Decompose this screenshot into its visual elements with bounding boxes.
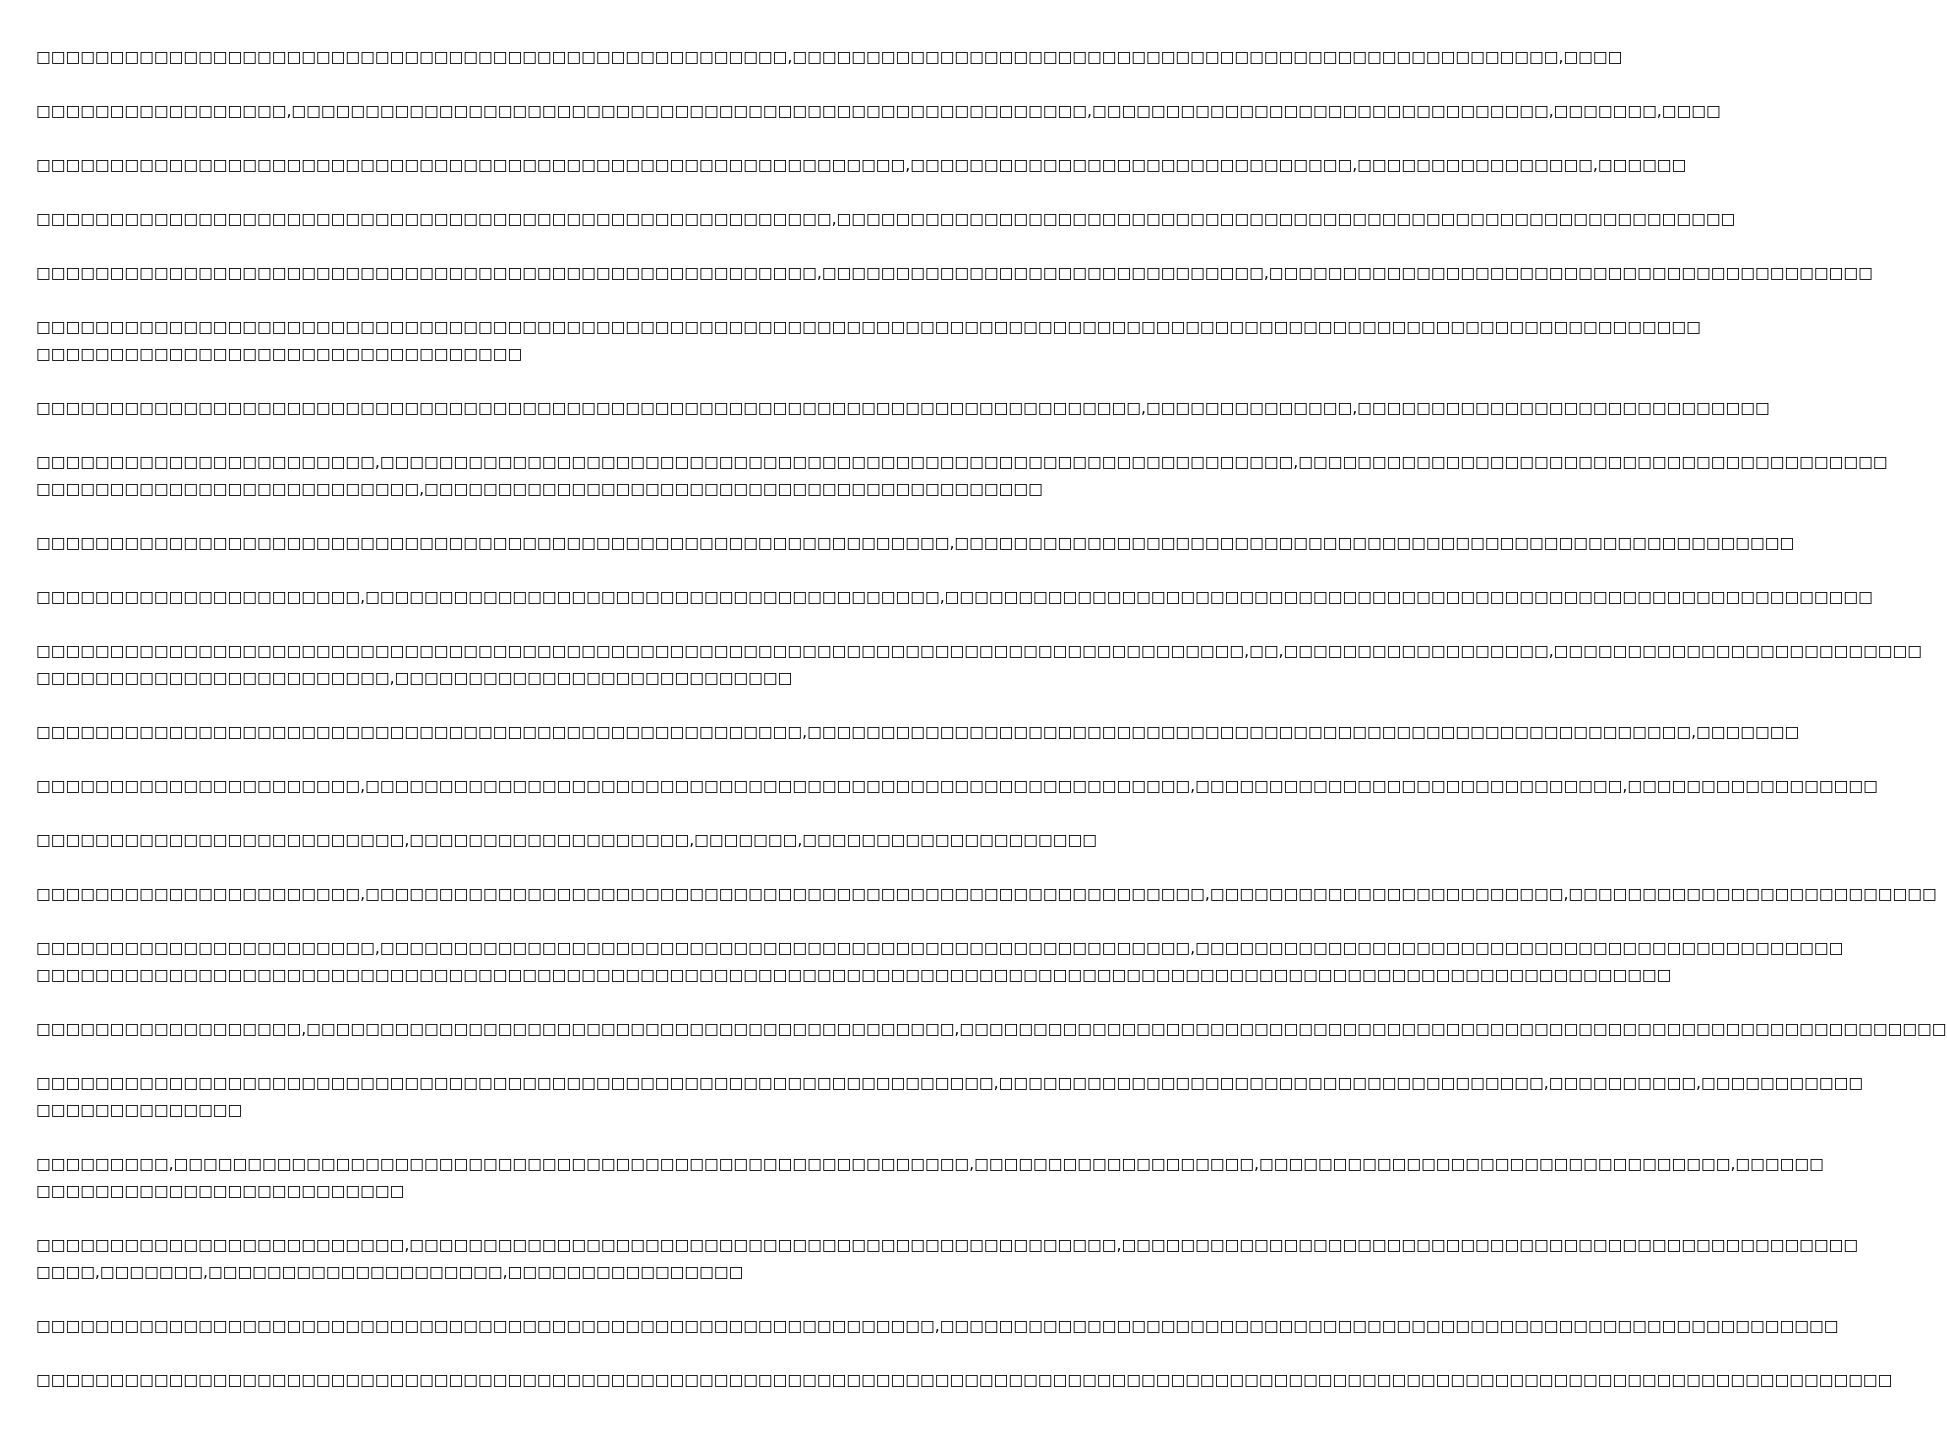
paragraph-line: □□□□□□□□□□□□□□□□□□,□□□□□□□□□□□□□□□□□□□□□□□□□□□□□□□□□□□□□□□□□□□□,□□□□□□□□□□□□□□□□□□□□□□□□□□□□□□□□□□□□□□□□□□□□□□□□□□□□□□□□□□□□□□□□□□□ <box>36 1020 1947 1038</box>
paragraph-line: □□□□□□□□□□□□□□□□□□□□□□□□□□,□□□□□□□□□□□□□□□□□□□□□□□□□□□□□□□□□□□□□□□□□□ <box>36 480 1043 498</box>
paragraph <box>36 449 1888 503</box>
paragraph <box>36 1016 1947 1043</box>
paragraph <box>36 773 1878 800</box>
paragraph-line: □□□□□□□□□□□□□□□□□□□□□□□□□ <box>36 1182 405 1200</box>
paragraph-line: □□□□,□□□□□□□,□□□□□□□□□□□□□□□□□□□□,□□□□□□□□□□□□□□□□ <box>36 1263 744 1281</box>
paragraph-line: □□□□□□□□□□□□□□□□□□□□□□□□□□□□□□□□□□□□□□□□□□□□□□□□□□□□□□□□□□□□□□□□□□□□□□□□□□□□□□□□□□□□□□□□□□□□□□□□□□□□□□□□□□□□□□□□□□□□□□□□□□□□□□ <box>36 1371 1893 1389</box>
paragraph-line: □□□□□□□□□□□□□□□□□□□□□□□□□□□□□□□□□□□□□□□□□□□□□□□□□□□□,□□□□□□□□□□□□□□□□□□□□□□□□□□□□□□□□□□□□□□□□□□□□□□□□□□□□□□□□□□□□,□□□□□□□ <box>36 723 1800 741</box>
paragraph <box>36 719 1800 746</box>
paragraph-line: □□□□□□□□□□□□□□□□□□□□□□□□□□□□□□□□□□□□□□□□□□□□□□□□□□□□□□□□□□□,□□□□□□□□□□□□□□□□□□□□□□□□□□□□□□,□□□□□□□□□□□□□□□□,□□□□□□ <box>36 156 1687 174</box>
paragraph <box>36 935 1844 989</box>
paragraph <box>36 395 1770 422</box>
paragraph-line: □□□□□□□□□□□□□□□□□□□□□□□□□□□□□□□□□□□□□□□□□□□□□□□□□□□□□□□□□□□□□□□□□□□□□□□□□□□,□□□□□□□□□□□□□□,□□□□□□□□□□□□□□□□□□□□□□□□□□□□ <box>36 399 1770 417</box>
paragraph-line: □□□□□□□□□□□□□□□□□□□□□□□□□,□□□□□□□□□□□□□□□□□□□,□□□□□□□,□□□□□□□□□□□□□□□□□□□□ <box>36 831 1097 849</box>
paragraph-line: □□□□□□□□□□□□□□□□□□□□□□□□□□□□□□□□□□□□□□□□□□□□□□□□□□□□□□□□□□□□□□□□□,□□□□□□□□□□□□□□□□□□□□□□□□□□□□□□□□□□□□□,□□□□□□□□□□,□□□□□□□□□□□ <box>36 1074 1864 1092</box>
paragraph-line: □□□□□□□□□□□□□□□□□□□□□□□□,□□□□□□□□□□□□□□□□□□□□□□□□□□□ <box>36 669 793 687</box>
paragraph-line: □□□□□□□□□□□□□□□□□□□□□□□□□□□□□□□□□□□□□□□□□□□□□□□□□□□□□□□□□□□□□□□□□□□□□□□□□□□□□□□□□□□□□□□□□□□□□□□□□□□□□□□□□□□□□□□□□ <box>36 318 1701 336</box>
paragraph-line: □□□□□□□□□□□□□□□□□,□□□□□□□□□□□□□□□□□□□□□□□□□□□□□□□□□□□□□□□□□□□□□□□□□□□□□□,□□□□□□□□□□□□□□□□□□□□□□□□□□□□□□□,□□□□□□□,□□□□ <box>36 102 1721 120</box>
paragraph <box>36 584 1873 611</box>
paragraph <box>36 638 1923 692</box>
paragraph <box>36 206 1736 233</box>
paragraph <box>36 260 1873 287</box>
paragraph-line: □□□□□□□□□□□□□□□□□□□□□□□□□□□□□□□□□□□□□□□□□□□□□□□□□□□□□□□□□□□□□□□□□□□□□□□□□□□□□□□□□□□□□□□□□□□□□□□□□□□□□□□□□□□□□□□ <box>36 966 1672 984</box>
paragraph-line: □□□□□□□□□,□□□□□□□□□□□□□□□□□□□□□□□□□□□□□□□□□□□□□□□□□□□□□□□□□□□□□□,□□□□□□□□□□□□□□□□□□□,□□□□□□□□□□□□□□□□□□□□□□□□□□□□□□□□,□□□□□□ <box>36 1155 1824 1173</box>
paragraph-line: □□□□□□□□□□□□□□□□□□□□□□□,□□□□□□□□□□□□□□□□□□□□□□□□□□□□□□□□□□□□□□□□□□□□□□□□□□□□□□□□□□□□□□,□□□□□□□□□□□□□□□□□□□□□□□□□□□□□□□□□□□□□□□□ <box>36 453 1888 471</box>
paragraph-line: □□□□□□□□□□□□□□□□□□□□□□□□□□□□□□□□□□□□□□□□□□□□□□□□□□□□□□,□□□□□□□□□□□□□□□□□□□□□□□□□□□□□□□□□□□□□□□□□□□□□□□□□□□□□□□□□□□□□ <box>36 210 1736 228</box>
paragraph-line: □□□□□□□□□□□□□□ <box>36 1101 243 1119</box>
paragraph <box>36 1313 1839 1340</box>
paragraph <box>36 314 1701 368</box>
paragraph-line: □□□□□□□□□□□□□□□□□□□□□□□□□□□□□□□□□□□□□□□□□□□□□□□□□□□,□□□□□□□□□□□□□□□□□□□□□□□□□□□□□□□□□□□□□□□□□□□□□□□□□□□□,□□□□ <box>36 48 1623 66</box>
paragraph-line: □□□□□□□□□□□□□□□□□□□□□□□□□□□□□□□□□□□□□□□□□□□□□□□□□□□□□,□□□□□□□□□□□□□□□□□□□□□□□□□□□□□□,□□□□□□□□□□□□□□□□□□□□□□□□□□□□□□□□□□□□□□□□□ <box>36 264 1873 282</box>
paragraph-line: □□□□□□□□□□□□□□□□□□□□□□,□□□□□□□□□□□□□□□□□□□□□□□□□□□□□□□□□□□□□□□□□□□□□□□□□□□□□□□□,□□□□□□□□□□□□□□□□□□□□□□□□□□□□□,□□□□□□□□□□□□□□□□□ <box>36 777 1878 795</box>
paragraph <box>36 1367 1893 1394</box>
paragraph <box>36 530 1795 557</box>
paragraph <box>36 881 1937 908</box>
paragraph <box>36 1070 1864 1124</box>
paragraph-line: □□□□□□□□□□□□□□□□□□□□□□□,□□□□□□□□□□□□□□□□□□□□□□□□□□□□□□□□□□□□□□□□□□□□□□□□□□□□□□□,□□□□□□□□□□□□□□□□□□□□□□□□□□□□□□□□□□□□□□□□□□□□ <box>36 939 1844 957</box>
paragraph <box>36 98 1721 125</box>
paragraph <box>36 44 1623 71</box>
paragraph-line: □□□□□□□□□□□□□□□□□□□□□□□□□□□□□□□□□□□□□□□□□□□□□□□□□□□□□□□□□□□□□□□□□□□□□□□□□□□□□□□□□□,□□,□□□□□□□□□□□□□□□□□□,□□□□□□□□□□□□□□□□□□□□□□□□□ <box>36 642 1923 660</box>
paragraph-line: □□□□□□□□□□□□□□□□□□□□□□□□□□□□□□□□□□□□□□□□□□□□□□□□□□□□□□□□□□□□□□,□□□□□□□□□□□□□□□□□□□□□□□□□□□□□□□□□□□□□□□□□□□□□□□□□□□□□□□□□ <box>36 534 1795 552</box>
paragraph <box>36 827 1097 854</box>
paragraph <box>36 152 1687 179</box>
paragraph-line: □□□□□□□□□□□□□□□□□□□□□□□□□,□□□□□□□□□□□□□□□□□□□□□□□□□□□□□□□□□□□□□□□□□□□□□□□□,□□□□□□□□□□□□□□□□□□□□□□□□□□□□□□□□□□□□□□□□□□□□□□□□□□ <box>36 1236 1859 1254</box>
paragraph-list <box>36 44 1947 1394</box>
paragraph-line: □□□□□□□□□□□□□□□□□□□□□□,□□□□□□□□□□□□□□□□□□□□□□□□□□□□□□□□□□□□□□□,□□□□□□□□□□□□□□□□□□□□□□□□□□□□□□□□□□□□□□□□□□□□□□□□□□□□□□□□□□□□□□□ <box>36 588 1873 606</box>
paragraph-line: □□□□□□□□□□□□□□□□□□□□□□□□□□□□□□□□□□□□□□□□□□□□□□□□□□□□□□□□□□□□□,□□□□□□□□□□□□□□□□□□□□□□□□□□□□□□□□□□□□□□□□□□□□□□□□□□□□□□□□□□□□□ <box>36 1317 1839 1335</box>
paragraph-line: □□□□□□□□□□□□□□□□□□□□□□□□□□□□□□□□□ <box>36 345 523 363</box>
paragraph-line: □□□□□□□□□□□□□□□□□□□□□□,□□□□□□□□□□□□□□□□□□□□□□□□□□□□□□□□□□□□□□□□□□□□□□□□□□□□□□□□□,□□□□□□□□□□□□□□□□□□□□□□□□,□□□□□□□□□□□□□□□□□□□□□□□□□ <box>36 885 1937 903</box>
paragraph <box>36 1232 1859 1286</box>
paragraph <box>36 1151 1824 1205</box>
